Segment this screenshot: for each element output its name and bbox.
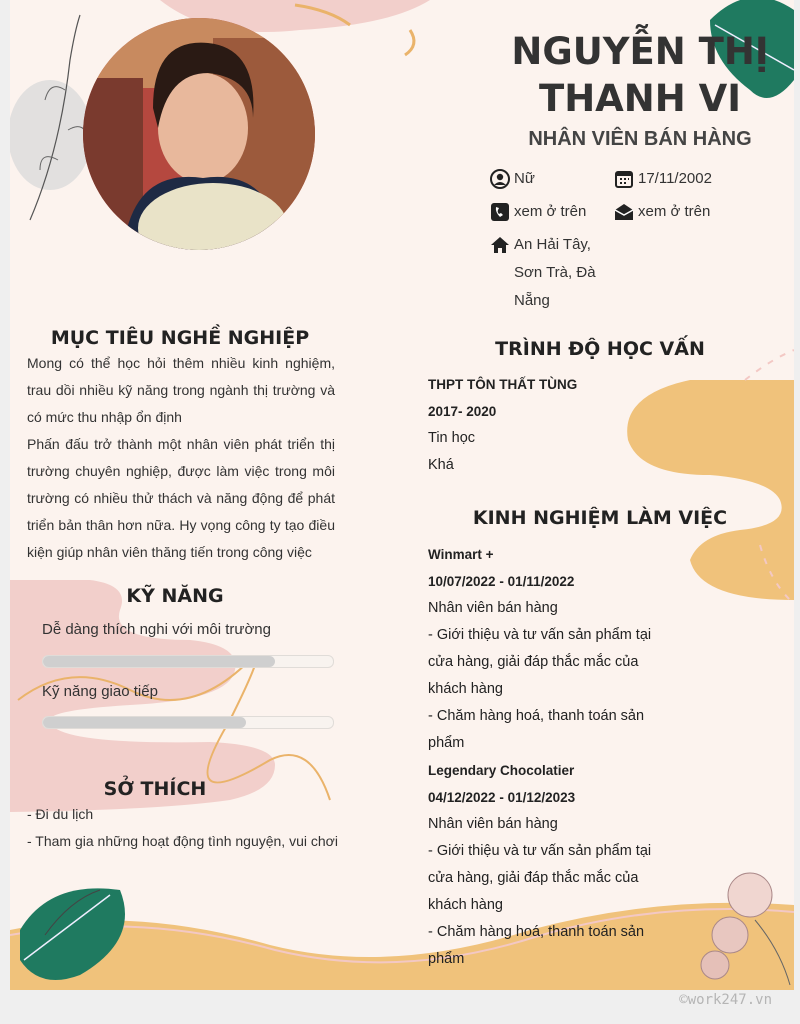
skill-bar-fill-1 — [43, 656, 275, 667]
job-1-period: 10/07/2022 - 01/11/2022 — [428, 574, 575, 589]
address-line-2: Sơn Trà, Đà — [514, 264, 596, 281]
job-1-desc-1-line-3: khách hàng — [428, 681, 503, 697]
objective-paragraph-2: Phấn đấu trở thành một nhân viên phát triển thị trường chuyên nghiệp, được làm việc trong môi trường có nhiều thử thách và năng động để phát triển bản thân hơn nữa. Hy vọng công ty tạo điều kiện giúp nhân viên thăng tiến trong công việc — [27, 436, 335, 560]
education-subject: Tin học — [428, 430, 476, 446]
experience-heading: KINH NGHIỆM LÀM VIỆC — [472, 507, 728, 529]
education-years: 2017- 2020 — [428, 404, 497, 419]
skill-label-2: Kỹ năng giao tiếp — [42, 683, 158, 700]
name-line-2: THANH VI — [538, 77, 742, 120]
hobby-item-2: - Tham gia những hoạt động tình nguyện, vui chơi — [27, 833, 338, 849]
education-list — [428, 371, 688, 479]
job-1-desc-1-line-1: - Giới thiệu và tư vấn sản phẩm tại — [428, 627, 652, 643]
education-heading: TRÌNH ĐỘ HỌC VẤN — [495, 338, 705, 360]
hobby-item-1: - Đi du lịch — [27, 806, 94, 822]
job-2-desc-2-line-2: phẩm — [428, 951, 465, 967]
address-line-3: Nẵng — [514, 292, 550, 309]
job-title: NHÂN VIÊN BÁN HÀNG — [528, 128, 752, 150]
objective-text — [27, 350, 335, 566]
home-icon — [490, 235, 510, 255]
job-1-desc-2-line-2: phẩm — [428, 735, 465, 751]
job-1-position: Nhân viên bán hàng — [428, 600, 558, 616]
birthday-value: 17/11/2002 — [638, 170, 712, 187]
calendar-icon — [614, 169, 634, 189]
user-icon — [490, 169, 510, 189]
skill-bar-2 — [42, 716, 334, 729]
name-line-1: NGUYỄN THỊ — [511, 30, 769, 73]
job-1-desc-2-line-1: - Chăm hàng hoá, thanh toán sản — [428, 708, 645, 724]
job-2-company: Legendary Chocolatier — [428, 763, 575, 778]
hobbies-heading: SỞ THÍCH — [103, 778, 207, 800]
experience-list — [428, 541, 688, 973]
job-2-period: 04/12/2022 - 01/12/2023 — [428, 790, 576, 805]
envelope-icon — [614, 202, 634, 222]
cv-page — [10, 0, 794, 990]
skill-bar-fill-2 — [43, 717, 246, 728]
address-value — [514, 231, 596, 315]
job-1-company: Winmart + — [428, 547, 494, 562]
job-2-desc-1-line-1: - Giới thiệu và tư vấn sản phẩm tại — [428, 843, 652, 859]
education-school: THPT TÔN THẤT TÙNG — [428, 377, 578, 392]
address-info — [490, 231, 596, 315]
gender-value: Nữ — [514, 170, 535, 187]
skill-label-1: Dễ dàng thích nghi với môi trường — [42, 621, 271, 638]
job-2-position: Nhân viên bán hàng — [428, 816, 558, 832]
objective-paragraph-1: Mong có thể học hỏi thêm nhiều kinh nghiệm, trau dồi nhiều kỹ năng trong ngành thị trường và có mức thu nhập ổn định — [27, 355, 335, 425]
job-2-desc-2-line-1: - Chăm hàng hoá, thanh toán sản — [428, 924, 645, 940]
gender-info — [490, 165, 535, 193]
address-line-1: An Hải Tây, — [514, 236, 591, 253]
job-2-desc-1-line-3: khách hàng — [428, 897, 503, 913]
education-grade: Khá — [428, 457, 454, 473]
phone-info — [490, 198, 586, 226]
phone-icon — [490, 202, 510, 222]
skills-heading: KỸ NĂNG — [126, 585, 224, 607]
email-value: xem ở trên — [638, 203, 711, 220]
objective-heading: MỤC TIÊU NGHỀ NGHIỆP — [50, 327, 310, 349]
candidate-name — [490, 28, 790, 122]
profile-photo — [83, 18, 315, 250]
watermark: ©work247.vn — [679, 992, 772, 1008]
phone-value: xem ở trên — [514, 203, 587, 220]
job-2-desc-1-line-2: cửa hàng, giải đáp thắc mắc của — [428, 870, 639, 886]
email-info — [614, 198, 710, 226]
job-1-desc-1-line-2: cửa hàng, giải đáp thắc mắc của — [428, 654, 639, 670]
skill-bar-1 — [42, 655, 334, 668]
birthday-info — [614, 165, 712, 193]
